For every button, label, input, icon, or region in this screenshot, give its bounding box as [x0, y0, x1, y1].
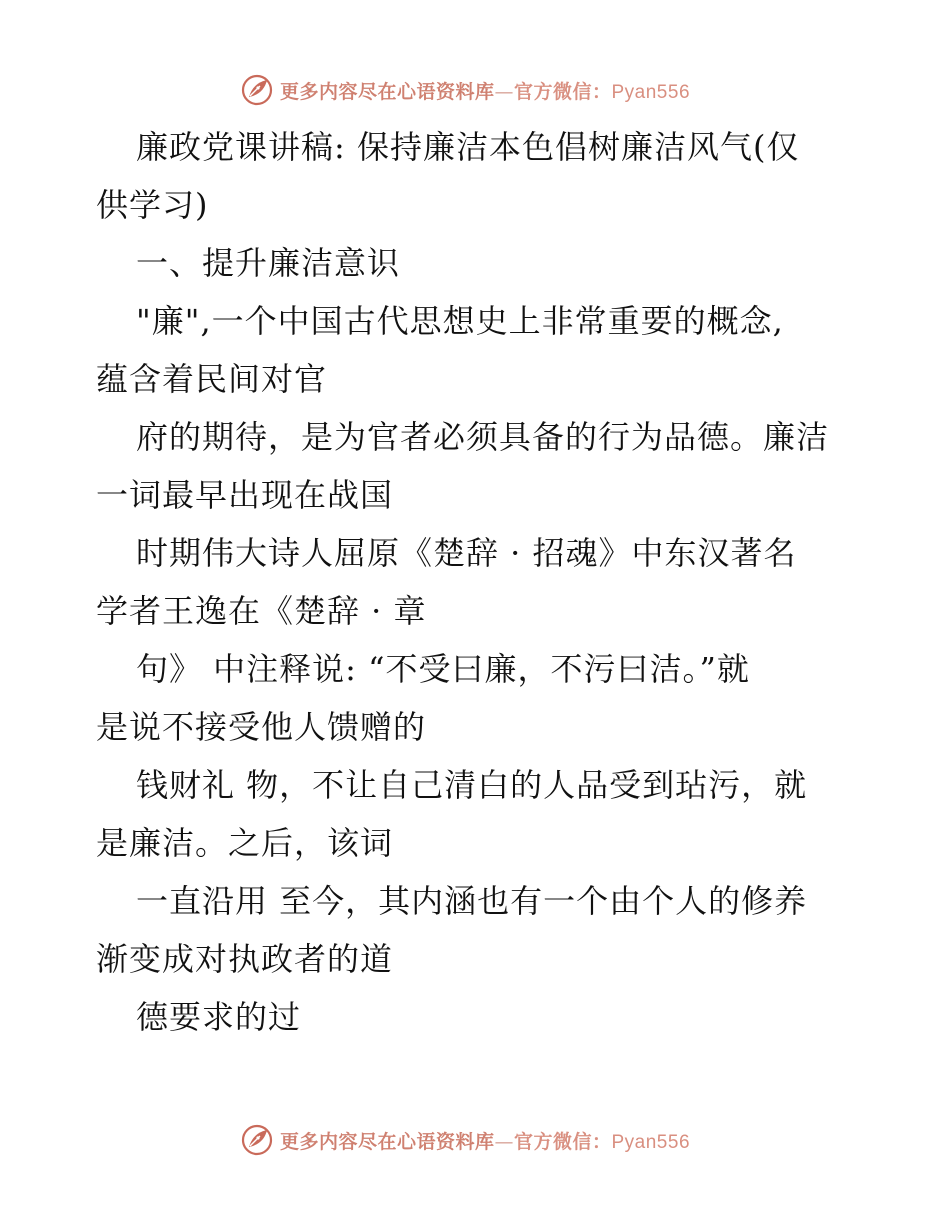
paragraph-line: 渐变成对执政者的道	[96, 940, 394, 978]
document-body	[96, 118, 856, 1046]
banner-text	[280, 77, 690, 104]
banner-separator: —	[494, 1130, 514, 1153]
banner-content	[240, 73, 690, 107]
pen-nib-logo-icon	[240, 1123, 274, 1157]
paragraph-line: 一词最早出现在战国	[96, 476, 394, 514]
paragraph-line: 是廉洁。之后，该词	[96, 824, 394, 862]
header-watermark-banner	[0, 70, 950, 110]
banner-content	[240, 1123, 690, 1157]
banner-wechat-handle: Pyan556	[611, 1131, 691, 1153]
banner-main-text: 更多内容尽在心语资料库	[279, 1130, 495, 1153]
section-heading: 一、提升廉洁意识	[136, 244, 401, 282]
pen-nib-logo-icon	[240, 73, 274, 107]
paragraph-line: 德要求的过	[136, 998, 302, 1036]
banner-main-text: 更多内容尽在心语资料库	[279, 80, 495, 103]
paragraph-line: 一直沿用 至今，其内涵也有一个由个人的修养	[136, 882, 808, 920]
banner-wechat-handle: Pyan556	[611, 81, 691, 103]
paragraph-line: 学者王逸在《楚辞 · 章	[96, 592, 427, 630]
footer-watermark-banner	[0, 1120, 950, 1160]
paragraph-line: 时期伟大诗人屈原《楚辞 · 招魂》中东汉著名	[136, 534, 797, 572]
paragraph-line: 钱财礼 物，不让自己清白的人品受到玷污，就	[136, 766, 808, 804]
banner-wechat-label: 官方微信：	[513, 1130, 612, 1153]
document-title-line-2: 供学习)	[96, 186, 209, 224]
banner-separator: —	[494, 80, 514, 103]
banner-wechat-label: 官方微信：	[513, 80, 612, 103]
paragraph-line: 是说不接受他人馈赠的	[96, 708, 427, 746]
paragraph-line: 府的期待，是为官者必须具备的行为品德。廉洁	[136, 418, 830, 456]
paragraph-line: 句》 中注释说: “不受曰廉，不污曰洁。”就	[136, 650, 750, 688]
document-title-line-1: 廉政党课讲稿: 保持廉洁本色倡树廉洁风气(仅	[136, 128, 800, 166]
paragraph-line: "廉",一个中国古代思想史上非常重要的概念,	[136, 302, 784, 340]
paragraph-line: 蕴含着民间对官	[96, 360, 328, 398]
banner-text	[280, 1127, 690, 1154]
